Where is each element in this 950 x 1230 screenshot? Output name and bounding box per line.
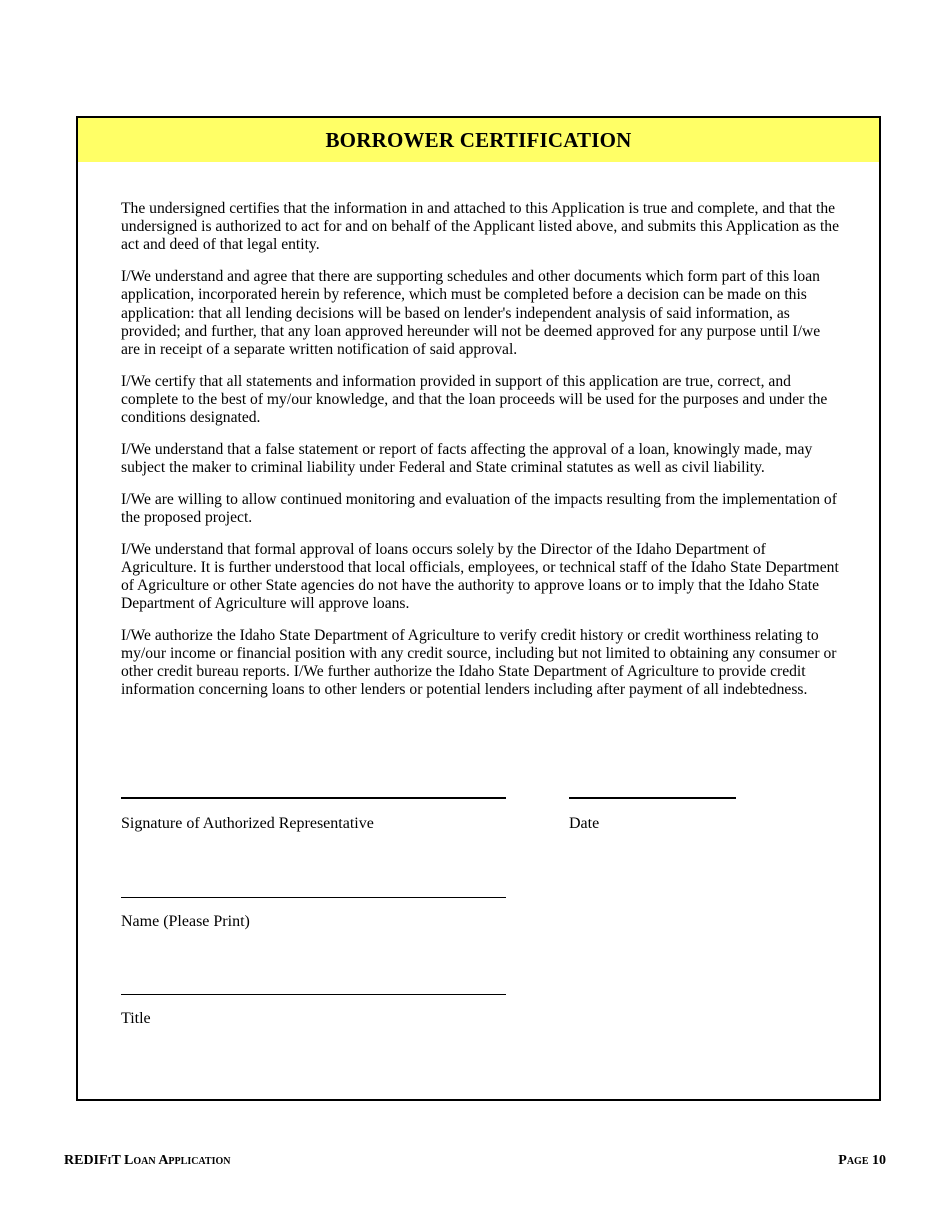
section-header: [78, 118, 879, 162]
name-label: Name (Please Print): [121, 913, 250, 930]
footer-document-name: REDIFiT Loan Application: [64, 1153, 231, 1168]
signature-label: Signature of Authorized Representative: [121, 815, 374, 832]
paragraph: The undersigned certifies that the information in and attached to this Application is true and complete, and that the undersigned is authorized to act for and on behalf of the Applicant listed above, and submits this Application as the act and deed of that legal entity.: [121, 200, 840, 254]
paragraph: I/We understand that a false statement or report of facts affecting the approval of a loan, knowingly made, may subject the maker to criminal liability under Federal and State criminal statutes as well as civil liability.: [121, 440, 813, 476]
paragraph: I/We authorize the Idaho State Department of Agriculture to verify credit history or credit worthiness relating to my/our income or financial position with any credit source, including but not limited to obtaining any consumer or other credit bureau reports. I/We further authorize the Idaho State Department of Agriculture to provide credit information concerning loans to other lenders or potential lenders including after payment of all indebtedness.: [121, 626, 837, 699]
date-label: Date: [569, 815, 600, 832]
certification-text: [121, 200, 843, 713]
title-line[interactable]: [121, 994, 506, 995]
footer-page-number: Page 10: [838, 1153, 886, 1168]
certification-box: [76, 116, 881, 1101]
paragraph: I/We are willing to allow continued monitoring and evaluation of the impacts resulting from the implementation of the proposed project.: [121, 490, 837, 526]
paragraph: I/We understand and agree that there are supporting schedules and other documents which form part of this loan application, incorporated herein by reference, which must be completed before a decision can be made on this application: that all lending decisions will be based on lender's independent analysis of said information, as provided; and further, that any loan approved hereunder will not be deemed approved for any purpose until I/we are in receipt of a separate written notification of said approval.: [121, 268, 821, 358]
section-title: BORROWER CERTIFICATION: [325, 127, 632, 152]
signature-line[interactable]: [121, 797, 506, 799]
title-label: Title: [121, 1010, 151, 1027]
date-line[interactable]: [569, 797, 736, 799]
paragraph: I/We certify that all statements and information provided in support of this application are true, correct, and complete to the best of my/our knowledge, and that the loan proceeds will be used for the purposes and under the conditions designated.: [121, 372, 828, 427]
name-line[interactable]: [121, 897, 506, 898]
paragraph: I/We understand that formal approval of loans occurs solely by the Director of the Idaho Department of Agriculture. It is further understood that local officials, employees, or technical staff of the Idaho State Department of Agriculture or other State agencies do not have the authority to approve loans or to imply that the Idaho State Department of Agriculture will approve loans.: [121, 540, 839, 613]
